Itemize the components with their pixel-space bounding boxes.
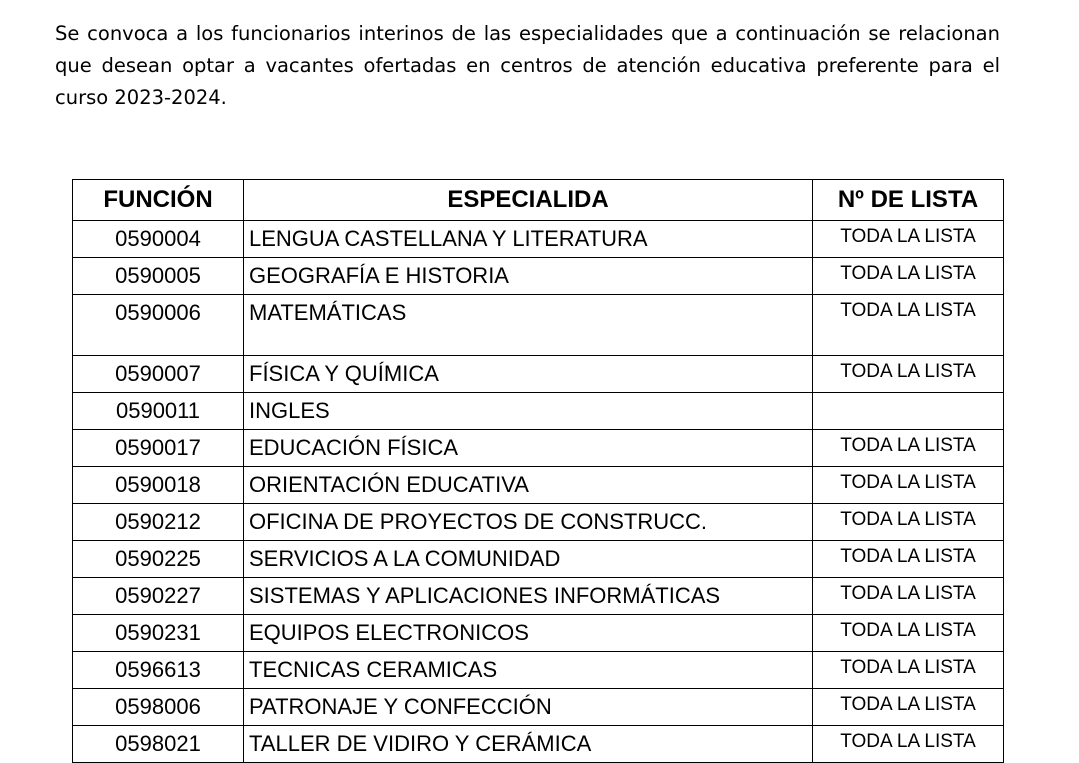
cell-lista: TODA LA LISTA	[813, 726, 1004, 763]
cell-especialidad: ORIENTACIÓN EDUCATIVA	[244, 467, 813, 504]
table-row	[73, 430, 1004, 467]
table-row	[73, 652, 1004, 689]
cell-lista: TODA LA LISTA	[813, 689, 1004, 726]
cell-especialidad: TALLER DE VIDIRO Y CERÁMICA	[244, 726, 813, 763]
cell-especialidad: OFICINA DE PROYECTOS DE CONSTRUCC.	[244, 504, 813, 541]
cell-funcion: 0590011	[73, 393, 244, 430]
cell-especialidad: EQUIPOS ELECTRONICOS	[244, 615, 813, 652]
cell-funcion: 0590227	[73, 578, 244, 615]
cell-funcion: 0590017	[73, 430, 244, 467]
table-row	[73, 615, 1004, 652]
cell-especialidad: SERVICIOS A LA COMUNIDAD	[244, 541, 813, 578]
table-row	[73, 726, 1004, 763]
cell-lista: TODA LA LISTA	[813, 258, 1004, 295]
cell-lista	[813, 393, 1004, 430]
cell-lista: TODA LA LISTA	[813, 356, 1004, 393]
table-row	[73, 504, 1004, 541]
cell-funcion: 0590005	[73, 258, 244, 295]
intro-paragraph: Se convoca a los funcionarios interinos de las especialidades que a continuación se relacionan que desean optar a vacantes ofertadas en centros de atención educativa preferente para el curso 2023-2024.	[55, 22, 1000, 109]
cell-lista: TODA LA LISTA	[813, 430, 1004, 467]
cell-especialidad: GEOGRAFÍA E HISTORIA	[244, 258, 813, 295]
header-lista: Nº DE LISTA	[813, 180, 1004, 221]
cell-lista: TODA LA LISTA	[813, 541, 1004, 578]
cell-funcion: 0590007	[73, 356, 244, 393]
cell-funcion: 0590231	[73, 615, 244, 652]
header-especialidad: ESPECIALIDA	[244, 180, 813, 221]
table-row	[73, 541, 1004, 578]
cell-lista: TODA LA LISTA	[813, 467, 1004, 504]
cell-especialidad: TECNICAS CERAMICAS	[244, 652, 813, 689]
cell-especialidad: FÍSICA Y QUÍMICA	[244, 356, 813, 393]
cell-especialidad: EDUCACIÓN FÍSICA	[244, 430, 813, 467]
table-row	[73, 356, 1004, 393]
cell-especialidad: SISTEMAS Y APLICACIONES INFORMÁTICAS	[244, 578, 813, 615]
cell-lista: TODA LA LISTA	[813, 221, 1004, 258]
table-row	[73, 689, 1004, 726]
cell-lista: TODA LA LISTA	[813, 615, 1004, 652]
table-row	[73, 221, 1004, 258]
cell-lista: TODA LA LISTA	[813, 504, 1004, 541]
cell-especialidad: LENGUA CASTELLANA Y LITERATURA	[244, 221, 813, 258]
cell-funcion: 0596613	[73, 652, 244, 689]
cell-especialidad: PATRONAJE Y CONFECCIÓN	[244, 689, 813, 726]
table-row	[73, 393, 1004, 430]
table-header-row	[73, 180, 1004, 221]
cell-funcion: 0598006	[73, 689, 244, 726]
cell-lista: TODA LA LISTA	[813, 578, 1004, 615]
cell-funcion: 0590018	[73, 467, 244, 504]
header-funcion: FUNCIÓN	[73, 180, 244, 221]
specialties-table	[72, 179, 1004, 763]
table-row	[73, 295, 1004, 356]
table-row	[73, 467, 1004, 504]
cell-especialidad: INGLES	[244, 393, 813, 430]
table-row	[73, 578, 1004, 615]
cell-lista: TODA LA LISTA	[813, 652, 1004, 689]
cell-funcion: 0590006	[73, 295, 244, 356]
cell-funcion: 0590212	[73, 504, 244, 541]
cell-funcion: 0590225	[73, 541, 244, 578]
cell-lista: TODA LA LISTA	[813, 295, 1004, 356]
cell-funcion: 0590004	[73, 221, 244, 258]
cell-especialidad: MATEMÁTICAS	[244, 295, 813, 356]
cell-funcion: 0598021	[73, 726, 244, 763]
table-row	[73, 258, 1004, 295]
